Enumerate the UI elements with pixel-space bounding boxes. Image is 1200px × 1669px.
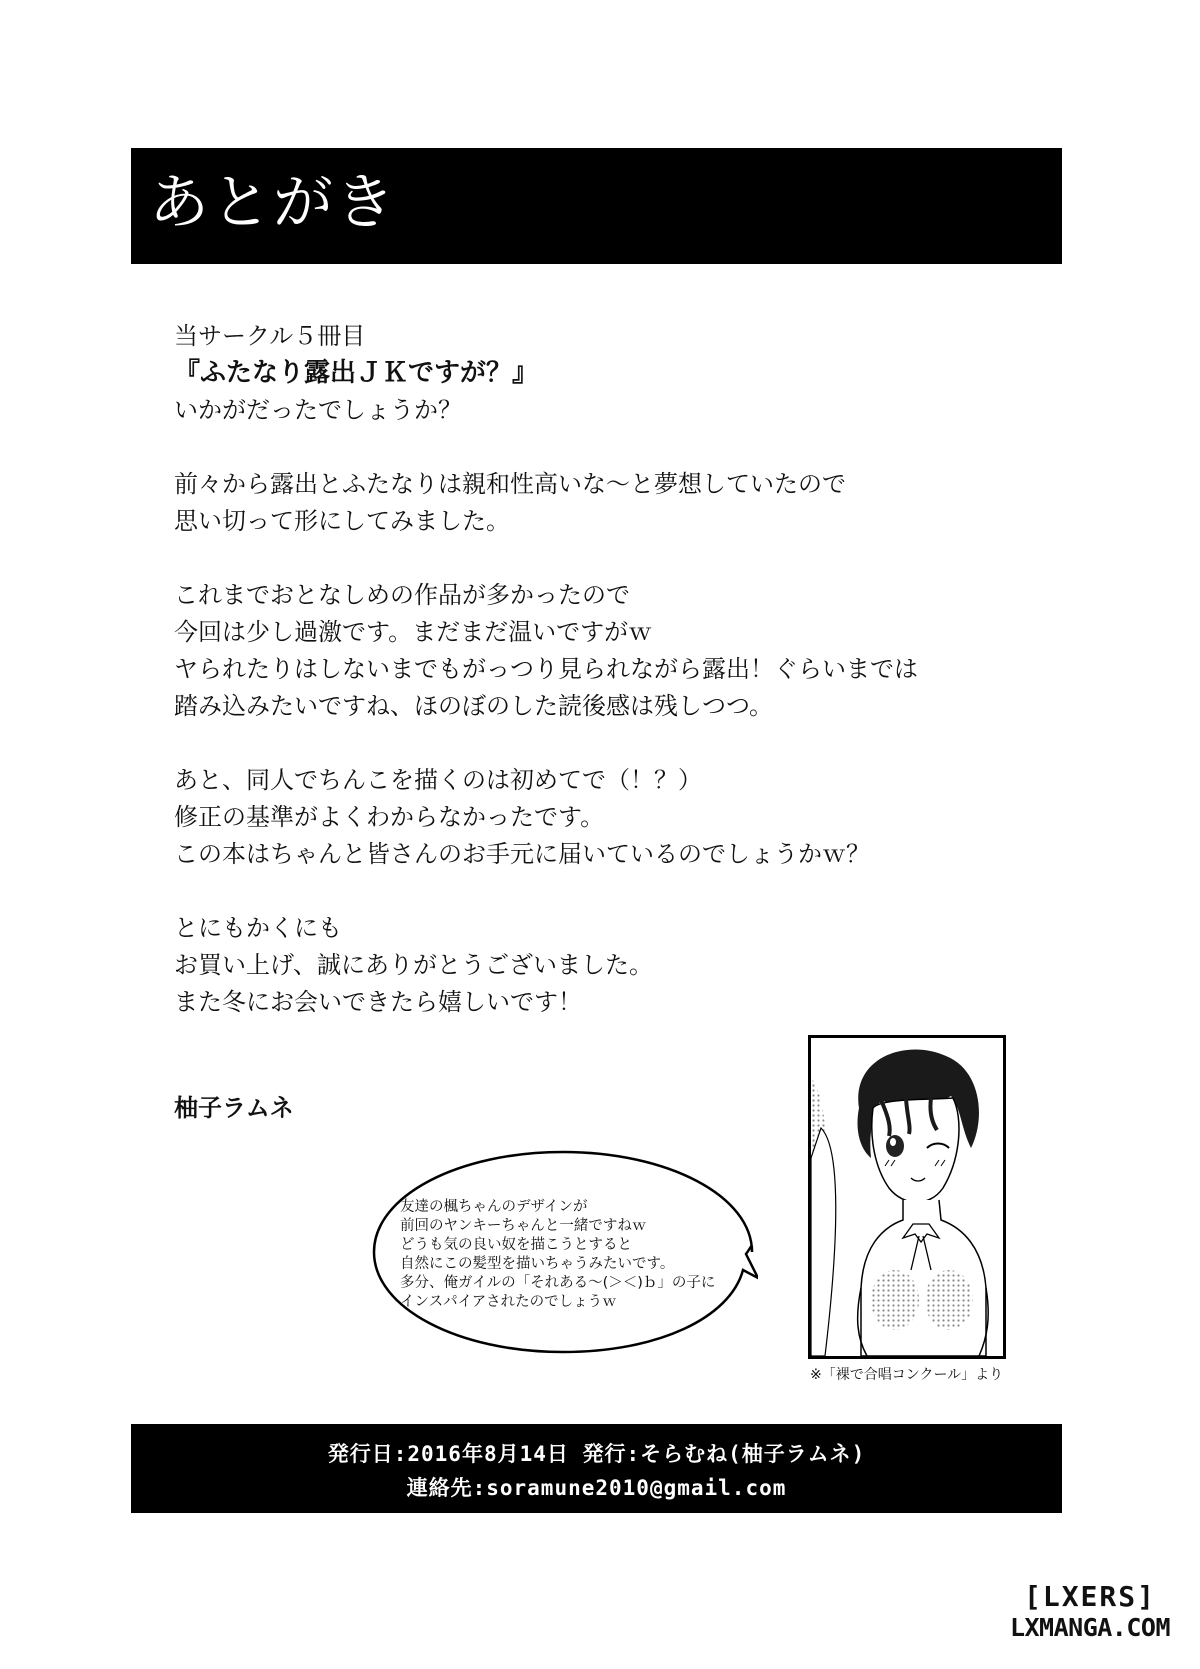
paragraph-line: 思い切って形にしてみました。: [174, 507, 510, 535]
intro-line: 当サークル５冊目: [174, 322, 366, 350]
illustration-caption: ※「裸で合唱コンクール」より: [810, 1367, 1004, 1383]
watermark-line2: LXMANGA.COM: [1009, 1613, 1171, 1642]
page-title: あとがき: [149, 168, 397, 238]
bubble-line: 友達の楓ちゃんのデザインが: [400, 1199, 588, 1215]
paragraph-line: ヤられたりはしないまでもがっつり見られながら露出！ぐらいまでは: [174, 655, 918, 683]
bubble-line: 前回のヤンキーちゃんと一緒ですねｗ: [400, 1218, 647, 1234]
contact-info: 連絡先:soramune2010@gmail.com: [406, 1476, 787, 1500]
paragraph-line: また冬にお会いできたら嬉しいです！: [174, 988, 582, 1016]
paragraph-line: これまでおとなしめの作品が多かったので: [174, 581, 630, 609]
paragraph-line: とにもかくにも: [174, 914, 342, 942]
watermark: [990, 1580, 1190, 1642]
question-line: いかがだったでしょうか？: [174, 396, 462, 424]
watermark-line1: [LXERS]: [1023, 1580, 1156, 1613]
character-drawing: [811, 1038, 1003, 1356]
speech-bubble: [368, 1146, 758, 1358]
bubble-line: 自然にこの髪型を描いちゃうみたいです。: [400, 1256, 675, 1272]
author-name: 柚子ラムネ: [174, 1094, 294, 1122]
character-illustration: [808, 1035, 1006, 1359]
paragraph-line: 前々から露出とふたなりは親和性高いな～と夢想していたので: [174, 470, 846, 498]
paragraph-line: 踏み込みたいですね、ほのぼのした読後感は残しつつ。: [174, 692, 774, 720]
afterword-body: [174, 318, 994, 1021]
paragraph-line: この本はちゃんと皆さんのお手元に届いているのでしょうかｗ？: [174, 840, 870, 868]
paragraph-line: あと、同人でちんこを描くのは初めてで（！？）: [174, 766, 702, 794]
colophon-bar: [131, 1424, 1062, 1513]
paragraph-line: 修正の基準がよくわからなかったです。: [174, 803, 605, 831]
book-title: 『ふたなり露出ＪＫですが？』: [174, 358, 539, 388]
bubble-line: インスパイアされたのでしょうｗ: [400, 1294, 617, 1310]
publication-info: 発行日:2016年8月14日 発行:そらむね(柚子ラムネ): [327, 1442, 866, 1466]
bubble-line: 多分、俺ガイルの「それある～(＞＜)ｂ」の子に: [400, 1275, 716, 1291]
paragraph-line: 今回は少し過激です。まだまだ温いですがｗ: [174, 618, 653, 646]
header-bar: [131, 148, 1062, 264]
paragraph-line: お買い上げ、誠にありがとうございました。: [174, 951, 654, 979]
bubble-text: [400, 1198, 750, 1312]
bubble-line: どうも気の良い奴を描こうとすると: [400, 1237, 632, 1253]
